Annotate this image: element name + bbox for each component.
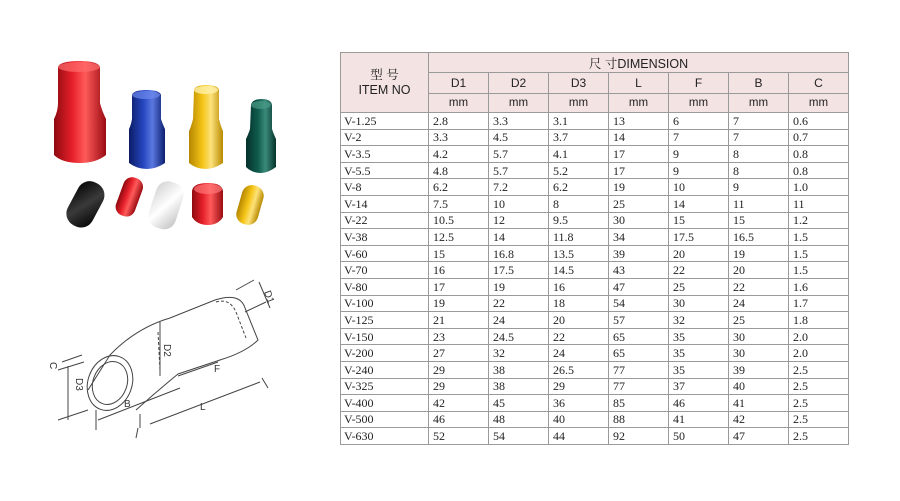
dimension-cell: 9 [729, 179, 789, 196]
item-no-cell: V-240 [341, 361, 429, 378]
dimension-cell: 1.7 [789, 295, 849, 312]
table-row [341, 295, 849, 312]
dimension-cell: 19 [729, 245, 789, 262]
dimension-cell: 30 [729, 345, 789, 362]
dimension-cell: 19 [609, 179, 669, 196]
unit-cell: mm [489, 94, 549, 113]
dimension-cell: 19 [429, 295, 489, 312]
dimension-cell: 3.1 [549, 113, 609, 130]
dimension-cell: 9 [669, 162, 729, 179]
dimension-cell: 12.5 [429, 229, 489, 246]
dimension-cell: 27 [429, 345, 489, 362]
unit-cell: mm [789, 94, 849, 113]
dimension-cell: 0.7 [789, 129, 849, 146]
dimension-cell: 24.5 [489, 328, 549, 345]
dimension-cell: 7 [669, 129, 729, 146]
unit-cell: mm [549, 94, 609, 113]
table-row [341, 411, 849, 428]
dimension-cell: 20 [549, 312, 609, 329]
table-row [341, 328, 849, 345]
label-c: C [47, 362, 58, 370]
dimension-cell: 50 [669, 428, 729, 445]
dimension-cell: 22 [729, 278, 789, 295]
dimension-cell: 17.5 [489, 262, 549, 279]
dimension-cell: 8 [549, 195, 609, 212]
blue-cap [129, 90, 165, 169]
column-header-b: B [729, 73, 789, 94]
column-header-d2: D2 [489, 73, 549, 94]
item-no-cell: V-2 [341, 129, 429, 146]
item-no-cell: V-125 [341, 312, 429, 329]
item-no-cell: V-150 [341, 328, 429, 345]
dimension-cell: 42 [429, 395, 489, 412]
unit-cell: mm [429, 94, 489, 113]
dimension-cell: 65 [609, 328, 669, 345]
table-row [341, 345, 849, 362]
dimension-cell: 14.5 [549, 262, 609, 279]
dimension-cell: 1.5 [789, 229, 849, 246]
dimension-cell: 43 [609, 262, 669, 279]
dimension-cell: 12 [489, 212, 549, 229]
dimension-cell: 13.5 [549, 245, 609, 262]
white-cap [145, 178, 186, 232]
dimension-cell: 4.2 [429, 146, 489, 163]
dimension-cell: 6.2 [429, 179, 489, 196]
product-photo [40, 55, 320, 235]
red-cap-small [113, 175, 145, 219]
dimension-cell: 34 [609, 229, 669, 246]
red-cap-large [54, 61, 106, 163]
dimension-cell: 39 [609, 245, 669, 262]
yellow-cap-small [234, 183, 266, 228]
dimension-cell: 0.8 [789, 146, 849, 163]
dimension-cell: 41 [729, 395, 789, 412]
item-no-cell: V-70 [341, 262, 429, 279]
dimension-cell: 32 [669, 312, 729, 329]
yellow-cap [189, 85, 223, 169]
green-cap [246, 99, 276, 173]
dimension-cell: 38 [489, 378, 549, 395]
item-no-cell: V-630 [341, 428, 429, 445]
dimension-cell: 18 [549, 295, 609, 312]
dimension-cell: 4.5 [489, 129, 549, 146]
dimension-cell: 7 [729, 113, 789, 130]
dimension-cell: 16.5 [729, 229, 789, 246]
table-row [341, 195, 849, 212]
dimension-cell: 20 [729, 262, 789, 279]
dimension-cell: 35 [669, 328, 729, 345]
table-row [341, 262, 849, 279]
dimension-cell: 17 [429, 278, 489, 295]
dimension-cell: 24 [729, 295, 789, 312]
dimension-cell: 17 [609, 146, 669, 163]
dimension-cell: 46 [669, 395, 729, 412]
column-header-d3: D3 [549, 73, 609, 94]
dimension-cell: 17.5 [669, 229, 729, 246]
column-header-c: C [789, 73, 849, 94]
table-row [341, 395, 849, 412]
dimension-cell: 77 [609, 361, 669, 378]
dimension-cell: 16 [549, 278, 609, 295]
dimension-cell: 10 [489, 195, 549, 212]
black-cap [62, 177, 109, 233]
dimension-cell: 40 [549, 411, 609, 428]
item-no-cell: V-325 [341, 378, 429, 395]
dimension-cell: 1.5 [789, 245, 849, 262]
dimension-cell: 3.3 [489, 113, 549, 130]
dimension-cell: 16.8 [489, 245, 549, 262]
dimension-cell: 30 [669, 295, 729, 312]
dimension-cell: 15 [669, 212, 729, 229]
dimension-cell: 10.5 [429, 212, 489, 229]
dimension-cell: 32 [489, 345, 549, 362]
dimension-cell: 21 [429, 312, 489, 329]
dimension-cell: 25 [729, 312, 789, 329]
dimension-cell: 42 [729, 411, 789, 428]
dimension-drawing [40, 270, 330, 450]
table-row [341, 428, 849, 445]
dimension-cell: 14 [669, 195, 729, 212]
table-row [341, 129, 849, 146]
dimension-cell: 8 [729, 162, 789, 179]
dimension-cell: 2.0 [789, 328, 849, 345]
dimension-cell: 1.6 [789, 278, 849, 295]
label-l: L [200, 402, 206, 413]
table-row [341, 229, 849, 246]
dimension-cell: 44 [549, 428, 609, 445]
dimension-cell: 30 [729, 328, 789, 345]
dimension-cell: 45 [489, 395, 549, 412]
dimension-cell: 7.2 [489, 179, 549, 196]
unit-cell: mm [729, 94, 789, 113]
table-row [341, 179, 849, 196]
dimension-cell: 54 [609, 295, 669, 312]
dimension-cell: 1.2 [789, 212, 849, 229]
dimension-cell: 29 [429, 378, 489, 395]
dimension-cell: 2.5 [789, 395, 849, 412]
dimension-cell: 39 [729, 361, 789, 378]
dimension-cell: 35 [669, 361, 729, 378]
unit-cell: mm [609, 94, 669, 113]
table-row [341, 162, 849, 179]
dimension-cell: 3.3 [429, 129, 489, 146]
dimension-table [340, 52, 849, 445]
dimension-cell: 36 [549, 395, 609, 412]
column-header-f: F [669, 73, 729, 94]
dimension-cell: 17 [609, 162, 669, 179]
dimension-cell: 1.5 [789, 262, 849, 279]
dimension-cell: 5.7 [489, 146, 549, 163]
item-no-cell: V-38 [341, 229, 429, 246]
dimension-cell: 30 [609, 212, 669, 229]
item-no-cell: V-80 [341, 278, 429, 295]
item-no-cell: V-8 [341, 179, 429, 196]
dimension-cell: 22 [669, 262, 729, 279]
dimension-cell: 22 [549, 328, 609, 345]
dimension-cell: 40 [729, 378, 789, 395]
dimension-cell: 8 [729, 146, 789, 163]
dimension-cell: 9 [669, 146, 729, 163]
dimension-cell: 25 [609, 195, 669, 212]
item-no-header [341, 53, 429, 113]
dimension-cell: 26.5 [549, 361, 609, 378]
dimension-cell: 47 [609, 278, 669, 295]
dimension-cell: 46 [429, 411, 489, 428]
item-no-cell: V-100 [341, 295, 429, 312]
table-row [341, 378, 849, 395]
dimension-cell: 2.5 [789, 428, 849, 445]
dimension-cell: 48 [489, 411, 549, 428]
dimension-cell: 13 [609, 113, 669, 130]
label-b: B [124, 399, 131, 410]
label-d2: D2 [161, 344, 172, 357]
table-row [341, 212, 849, 229]
dimension-cell: 5.7 [489, 162, 549, 179]
dimension-cell: 6 [669, 113, 729, 130]
dimension-cell: 54 [489, 428, 549, 445]
dimension-cell: 7.5 [429, 195, 489, 212]
dimension-cell: 2.8 [429, 113, 489, 130]
dimension-cell: 4.8 [429, 162, 489, 179]
column-header-d1: D1 [429, 73, 489, 94]
dimension-cell: 85 [609, 395, 669, 412]
label-d1: D1 [261, 289, 276, 306]
dimension-cell: 92 [609, 428, 669, 445]
dimension-cell: 6.2 [549, 179, 609, 196]
item-no-cell: V-400 [341, 395, 429, 412]
dimension-cell: 88 [609, 411, 669, 428]
dimension-cell: 0.6 [789, 113, 849, 130]
dimension-cell: 11 [729, 195, 789, 212]
dimension-cell: 14 [489, 229, 549, 246]
dimension-cell: 2.5 [789, 361, 849, 378]
dimension-cell: 11.8 [549, 229, 609, 246]
dimension-cell: 24 [549, 345, 609, 362]
table-row [341, 278, 849, 295]
dimension-cell: 14 [609, 129, 669, 146]
dimension-cell: 16 [429, 262, 489, 279]
item-no-header-cn: 型 号 [370, 67, 399, 82]
dimension-cell: 52 [429, 428, 489, 445]
table-row [341, 361, 849, 378]
dimension-cell: 24 [489, 312, 549, 329]
red-cap-short [192, 183, 223, 225]
column-header-l: L [609, 73, 669, 94]
dimension-cell: 29 [429, 361, 489, 378]
item-no-cell: V-14 [341, 195, 429, 212]
dimension-cell: 3.7 [549, 129, 609, 146]
dimension-cell: 2.5 [789, 411, 849, 428]
dimension-cell: 20 [669, 245, 729, 262]
item-no-cell: V-200 [341, 345, 429, 362]
item-no-header-en: ITEM NO [358, 82, 411, 97]
dimension-cell: 2.5 [789, 378, 849, 395]
item-no-cell: V-22 [341, 212, 429, 229]
dimension-cell: 65 [609, 345, 669, 362]
dimension-cell: 47 [729, 428, 789, 445]
dimension-cell: 2.0 [789, 345, 849, 362]
dimension-cell: 57 [609, 312, 669, 329]
item-no-cell: V-1.25 [341, 113, 429, 130]
dimension-cell: 0.8 [789, 162, 849, 179]
dimension-cell: 4.1 [549, 146, 609, 163]
label-f: F [214, 364, 221, 375]
item-no-cell: V-60 [341, 245, 429, 262]
table-row [341, 245, 849, 262]
table-row [341, 146, 849, 163]
unit-cell: mm [669, 94, 729, 113]
dimension-cell: 25 [669, 278, 729, 295]
dimension-cell: 7 [729, 129, 789, 146]
item-no-cell: V-3.5 [341, 146, 429, 163]
item-no-cell: V-500 [341, 411, 429, 428]
dimension-cell: 1.8 [789, 312, 849, 329]
dimension-cell: 9.5 [549, 212, 609, 229]
dimension-cell: 23 [429, 328, 489, 345]
dimension-cell: 1.0 [789, 179, 849, 196]
table-row [341, 113, 849, 130]
dimension-cell: 37 [669, 378, 729, 395]
dimension-cell: 15 [729, 212, 789, 229]
dimension-cell: 22 [489, 295, 549, 312]
dimension-cell: 15 [429, 245, 489, 262]
dimension-cell: 35 [669, 345, 729, 362]
table-row [341, 312, 849, 329]
item-no-cell: V-5.5 [341, 162, 429, 179]
dimension-cell: 41 [669, 411, 729, 428]
dimension-cell: 77 [609, 378, 669, 395]
dimension-cell: 10 [669, 179, 729, 196]
dimension-cell: 11 [789, 195, 849, 212]
dimension-cell: 19 [489, 278, 549, 295]
dimension-cell: 29 [549, 378, 609, 395]
dimension-cell: 38 [489, 361, 549, 378]
dimension-cell: 5.2 [549, 162, 609, 179]
dimension-header: 尺 寸DIMENSION [429, 53, 849, 73]
label-d3: D3 [73, 378, 84, 391]
